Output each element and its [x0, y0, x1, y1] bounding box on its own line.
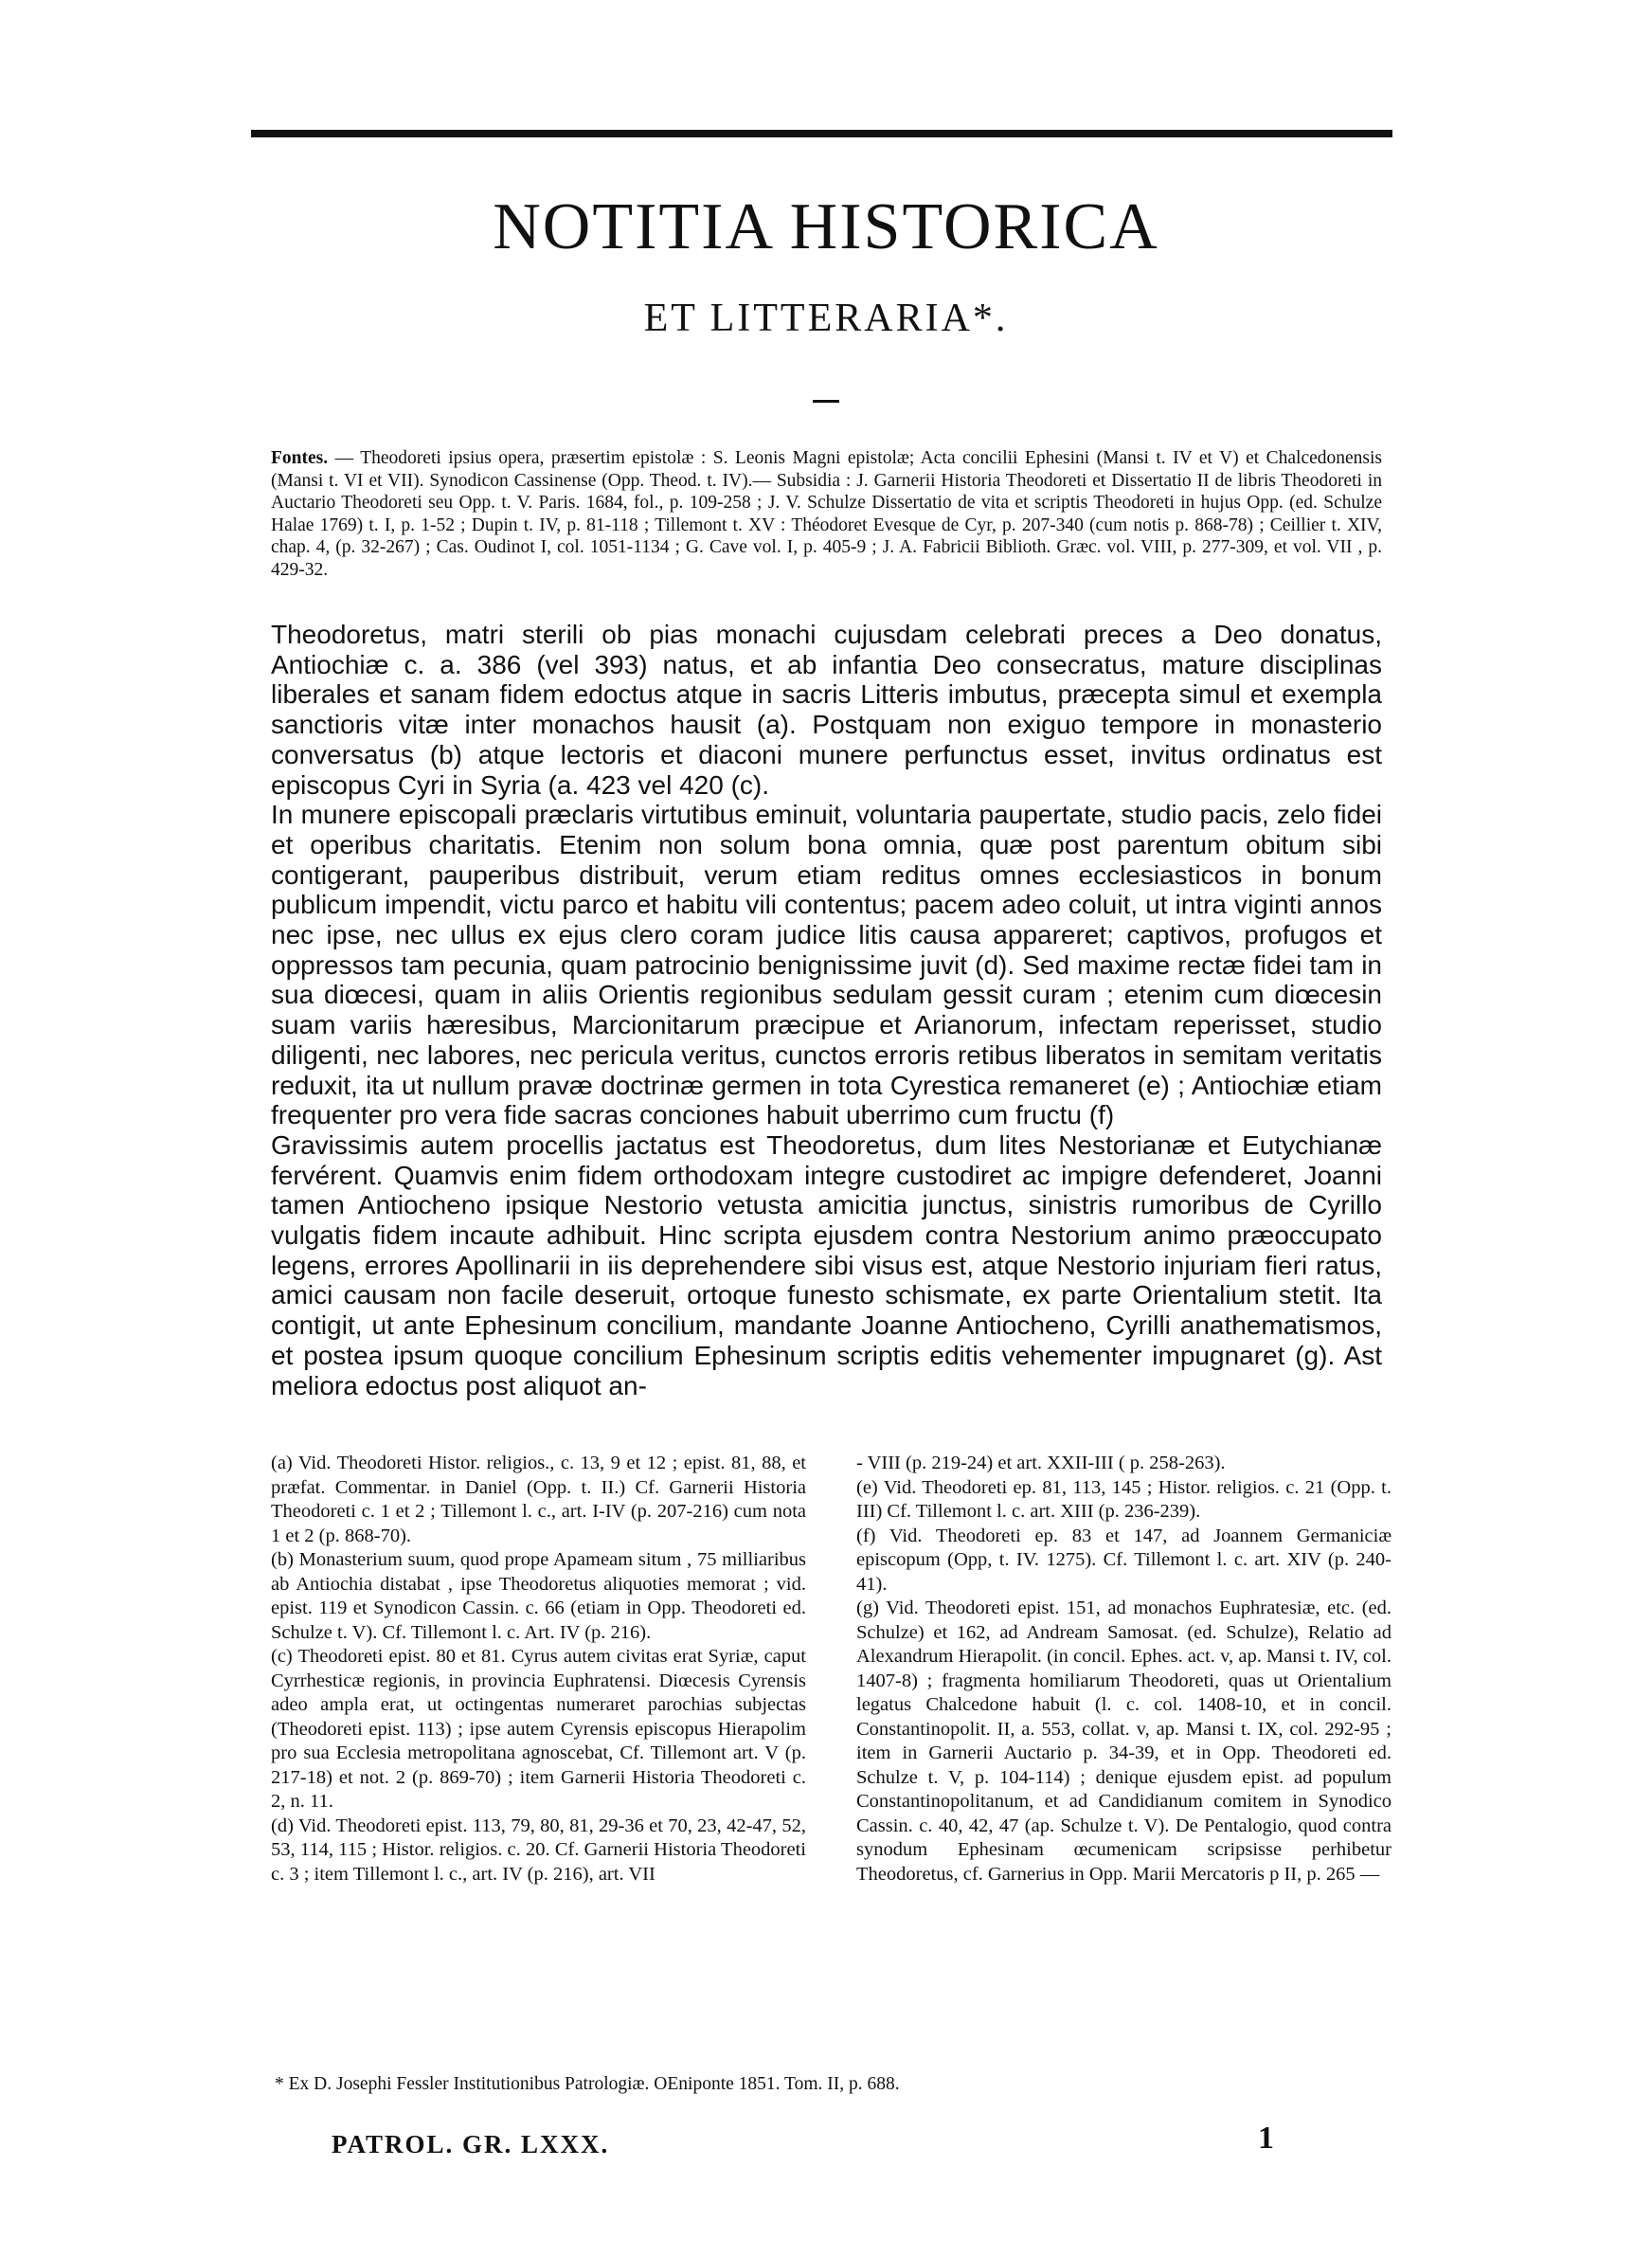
- footnotes-left-column: [271, 1452, 806, 1887]
- sources-block: [271, 447, 1382, 581]
- footnote: (e) Vid. Theodoreti ep. 81, 113, 145 ; Histor. religios. c. 21 (Opp. t. III) Cf. Tillemont l. c. art. XIII (p. 236-239).: [856, 1476, 1392, 1522]
- page-title: NOTITIA HISTORICA: [493, 190, 1159, 263]
- sources-lead: Fontes.: [271, 448, 329, 468]
- page-number: 1: [1258, 2121, 1274, 2156]
- footnote: - VIII (p. 219-24) et art. XXII-III ( p. 258-263).: [856, 1453, 1226, 1473]
- footnote: (c) Theodoreti epist. 80 et 81. Cyrus autem civitas erat Syriæ, caput Cyrrhesticæ regionis, in provincia Euphratensi. Diœcesis Cyrensis adeo ampla erat, ut octingentas numeraret parochias subjectas (Theodoreti epist. 113) ; ipse autem Cyrensis episcopus Hierapolim pro sua Ecclesia metropolitana agnoscebat, Cf. Tillemont art. V (p. 217-18) et not. 2 (p. 869-70) ; item Garnerii Historia Theodoreti c. 2, n. 11.: [271, 1646, 806, 1812]
- body-paragraph: Theodoretus, matri sterili ob pias monachi cujusdam celebrati preces a Deo donatus, Antiochiæ c. a. 386 (vel 393) natus, et ab infantia Deo consecratus, mature disciplinas liberales et sanam fidem edoctus atque in sacris Litteris imbutus, præcepta simul et exempla sanctioris vitæ inter monachos hausit (a). Postquam non exiguo tempore in monasterio conversatus (b) atque lectoris et diaconi munere perfunctus esset, invitus ordinatus est episcopus Cyri in Syria (a. 423 vel 420 (c).: [271, 620, 1382, 800]
- main-text: [271, 620, 1382, 1400]
- title-divider: [813, 400, 839, 403]
- footnote: (f) Vid. Theodoreti ep. 83 et 147, ad Joannem Germaniciæ episcopum (Opp, t. IV. 1275). Cf. Tillemont l. c. art. XIV (p. 240-41).: [856, 1525, 1392, 1595]
- top-rule: [251, 130, 1392, 137]
- footnote: (b) Monasterium suum, quod prope Apameam situm , 75 milliaribus ab Antiochia distabat , ipse Theodoretus aliquoties memorat ; vid. epist. 119 et Synodicon Cassin. c. 66 (etiam in Opp. Theodoreti ed. Schulze t. V). Cf. Tillemont l. c. Art. IV (p. 216).: [271, 1549, 806, 1643]
- body-paragraph: In munere episcopali præclaris virtutibus eminuit, voluntaria paupertate, studio pacis, zelo fidei et operibus charitatis. Etenim non solum bona omnia, quæ post parentum obitum sibi contigerant, pauperibus distribuit, verum etiam reditus omnes ecclesiasticos in bonum publicum impendit, victu parco et habitu vili contentus; pacem adeo coluit, ut intra viginti annos nec ipse, nec ullus ex ejus clero coram judice litis causa appareret; captivos, profugos et oppressos tam pecunia, quam patrocinio benignissime juvit (d). Sed maxime rectæ fidei tam in sua diœcesi, quam in aliis Orientis regionibus sedulam gessit curam ; etenim cum diœcesin suam variis hæresibus, Marcionitarum præcipue et Arianorum, infectam reperisset, studio diligenti, nec labores, nec pericula veritus, cunctos erroris retibus liberatos in semitam veritatis reduxit, ita ut nullum pravæ doctrinæ germen in tota Cyrestica remaneret (e) ; Antiochiæ etiam frequenter pro vera fide sacras conciones habuit uberrimo cum fructu (f): [271, 800, 1382, 1130]
- sources-text: — Theodoreti ipsius opera, præsertim epistolæ : S. Leonis Magni epistolæ; Acta concilii Ephesini (Mansi t. IV et V) et Chalcedonensis (Mansi t. VI et VII). Synodicon Cassinense (Opp. Theod. t. IV).— Subsidia : J. Garnerii Historia Theodoreti et Dissertatio II de libris Theodoreti in Auctario Theodoreti seu Opp. t. V. Paris. 1684, fol., p. 109-258 ; J. V. Schulze Dissertatio de vita et scriptis Theodoreti in hujus Opp. (ed. Schulze Halae 1769) t. I, p. 1-52 ; Dupin t. IV, p. 81-118 ; Tillemont t. XV : Théodoret Evesque de Cyr, p. 207-340 (cum notis p. 868-78) ; Ceillier t. XIV, chap. 4, (p. 32-267) ; Cas. Oudinot I, col. 1051-1134 ; G. Cave vol. I, p. 405-9 ; J. A. Fabricii Biblioth. Græc. vol. VIII, p. 277-309, et vol. VII , p. 429-32.: [271, 448, 1383, 580]
- source-note: * Ex D. Josephi Fessler Institutionibus Patrologiæ. OEniponte 1851. Tom. II, p. 688.: [275, 2074, 900, 2094]
- volume-signature: PATROL. GR. LXXX.: [332, 2130, 610, 2158]
- footnotes-right-column: [856, 1452, 1392, 1887]
- footnote: (g) Vid. Theodoreti epist. 151, ad monachos Euphratesiæ, etc. (ed. Schulze) et 162, ad Andream Samosat. (ed. Schulze), Relatio ad Alexandrum Hierapolit. (in concil. Ephes. act. v, ap. Mansi t. IV, col. 1407-8) ; fragmenta homiliarum Theodoreti, quas ut Orientalium legatus Chalcedone habuit (l. c. col. 1408-10, et in concil. Constantinopolit. II, a. 553, collat. v, ap. Mansi t. IX, col. 292-95 ; item in Garnerii Auctario p. 34-39, et in Opp. Theodoreti ed. Schulze t. V, p. 104-114) ; denique ejusdem epist. ad populum Constantinopolitanum, et ad Candidianum comitem in Synodico Cassin. c. 40, 42, 47 (ap. Schulze t. V). De Pentalogio, quod contra synodum Ephesinam œcumenicam scripsisse perhibetur Theodoretus, cf. Garnerius in Opp. Marii Mercatoris p II, p. 265 —: [856, 1598, 1392, 1885]
- page-subtitle: ET LITTERARIA*.: [643, 297, 1009, 340]
- footnote: (d) Vid. Theodoreti epist. 113, 79, 80, 81, 29-36 et 70, 23, 42-47, 52, 53, 114, 115 ; Histor. religios. c. 20. Cf. Garnerii Historia Theodoreti c. 3 ; item Tillemont l. c., art. IV (p. 216), art. VII: [271, 1815, 806, 1885]
- footnote: (a) Vid. Theodoreti Histor. religios., c. 13, 9 et 12 ; epist. 81, 88, et præfat. Commentar. in Daniel (Opp. t. II.) Cf. Garnerii Historia Theodoreti c. 1 et 2 ; Tillemont l. c., art. I-IV (p. 207-216) cum nota 1 et 2 (p. 868-70).: [271, 1453, 806, 1546]
- body-paragraph: Gravissimis autem procellis jactatus est Theodoretus, dum lites Nestorianæ et Eutychianæ fervérent. Quamvis enim fidem orthodoxam integre custodiret ac impigre defenderet, Joanni tamen Antiocheno ipsique Nestorio vetusta amicitia junctus, sinistris rumoribus de Cyrillo vulgatis fidem incaute adhibuit. Hinc scripta ejusdem contra Nestorium animo præoccupato legens, errores Apollinarii in iis deprehendere sibi visus est, atque Nestorio injuriam fieri ratus, amici causam non facile deseruit, ortoque funesto schismate, ex parte Orientalium stetit. Ita contigit, ut ante Ephesinum concilium, mandante Joanne Antiocheno, Cyrilli anathematismos, et postea ipsum quoque concilium Ephesinum scriptis editis vehementer impugnaret (g). Ast meliora edoctus post aliquot an-: [271, 1129, 1382, 1400]
